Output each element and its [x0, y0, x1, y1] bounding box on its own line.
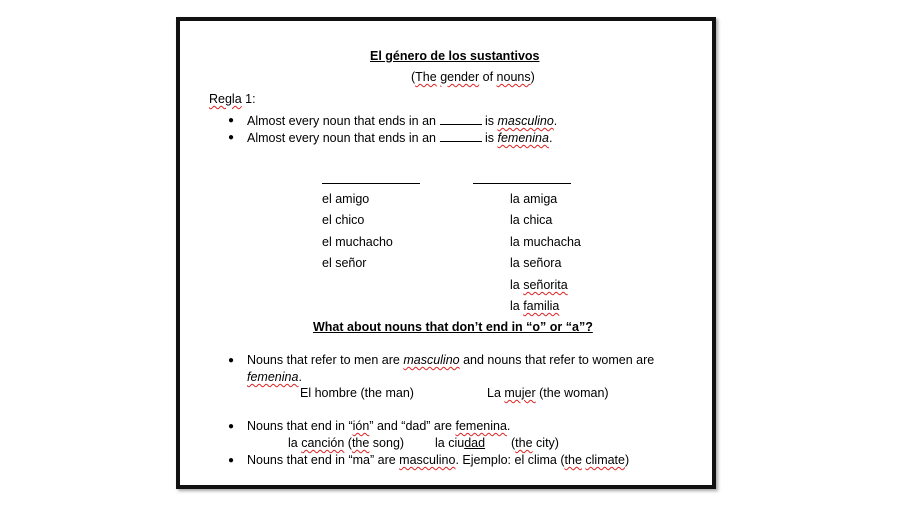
rule-1: Almost every noun that ends in an is masculino.	[247, 114, 558, 128]
bullet-icon: ●	[228, 355, 235, 366]
page-title: El género de los sustantivos	[370, 49, 540, 63]
point-1-line-1: Nouns that refer to men are masculino and nouns that refer to women are	[247, 353, 655, 367]
fill-blank	[440, 113, 482, 125]
feminine-noun: la chica	[510, 213, 553, 227]
feminine-noun: la señorita	[510, 278, 568, 292]
masculine-column-header-blank	[322, 183, 420, 184]
rule-2: Almost every noun that ends in an is femenina.	[247, 131, 553, 145]
feminine-noun: la amiga	[510, 192, 558, 206]
section-heading: What about nouns that don’t end in “o” or “a”?	[313, 320, 593, 334]
feminine-noun: la señora	[510, 256, 562, 270]
masculine-noun: el muchacho	[322, 235, 393, 249]
point-3: Nouns that end in “ma” are masculino. Ejemplo: el clima (the climate)	[247, 453, 630, 467]
example-cancion: la canción (the song)	[288, 436, 405, 450]
masculine-noun: el amigo	[322, 192, 370, 206]
bullet-icon: ●	[228, 455, 235, 466]
example-feminine: La mujer (the woman)	[487, 386, 609, 400]
page-subtitle: (The gender of nouns)	[411, 70, 535, 84]
feminine-column-header-blank	[473, 183, 571, 184]
point-1-line-2: femenina.	[247, 370, 302, 384]
bullet-icon: ●	[228, 421, 235, 432]
bullet-icon: ●	[228, 115, 235, 126]
point-2: Nouns that end in “ión” and “dad” are femenina.	[247, 419, 511, 433]
feminine-noun: la muchacha	[510, 235, 581, 249]
document-page	[176, 17, 716, 489]
example-city: (the city)	[511, 436, 559, 450]
feminine-noun: la familia	[510, 299, 560, 313]
rule-label: Regla 1:	[209, 92, 256, 106]
fill-blank	[440, 130, 482, 142]
example-ciudad: la ciudad	[435, 436, 486, 450]
bullet-icon: ●	[228, 132, 235, 143]
masculine-noun: el chico	[322, 213, 365, 227]
example-masculine: El hombre (the man)	[300, 386, 414, 400]
masculine-noun: el señor	[322, 256, 367, 270]
